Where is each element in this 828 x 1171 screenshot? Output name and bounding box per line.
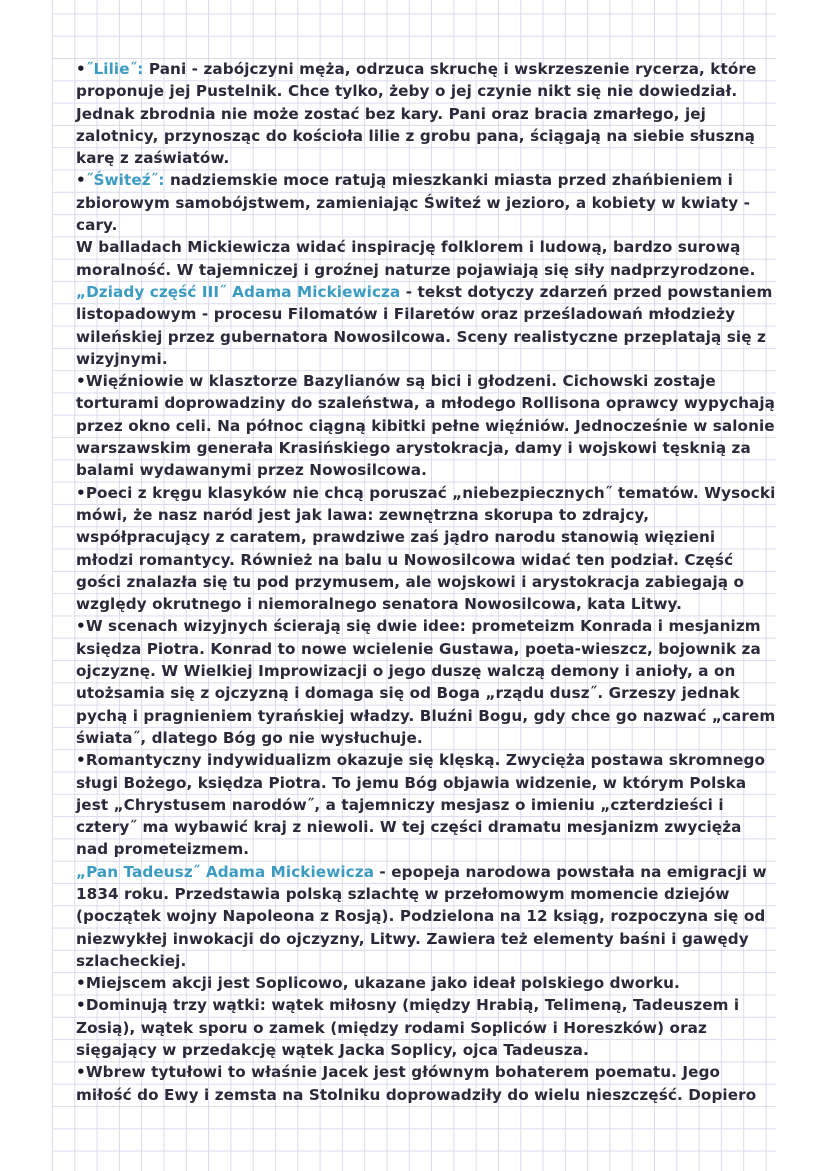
heading-pan-tadeusz: „Pan Tadeusz˝ Adama Mickiewicza (76, 862, 375, 881)
paragraph-watki (76, 994, 776, 1061)
paragraph-text: Wbrew tytułowi to właśnie Jacek jest głównym bohaterem poematu. Jego miłość do Ewy i zemsta na Stolniku doprowadziły do wielu nieszczęść. Dopiero (76, 1063, 757, 1104)
paragraph-dziady (76, 281, 776, 370)
notes-text (76, 58, 776, 1106)
bullet: • (76, 974, 86, 993)
bullet: • (76, 60, 86, 78)
paragraph-text: - epopeja narodowa powstała na emigracji w 1834 roku. Przedstawia polską szlachtę w przełomowym momencie dziejów (początek wojny Napoleona z Rosją). Podzielona na 12 ksiąg, rozpoczyna się od niezwykłej inwokacji do ojczyzny, Litwy. Zawiera też elementy baśni i gawędy szlacheckiej. (76, 862, 767, 970)
paragraph-jacek (76, 1061, 776, 1106)
paragraph-wiezniowie (76, 370, 776, 481)
paragraph-text: Dominują trzy wątki: wątek miłosny (między Hrabią, Telimeną, Tadeuszem i Zosią), wątek sporu o zamek (między rodami Sopliców i Horeszków) oraz sięgający w przedakcję wątek Jacka Soplicy, ojca Tadeusza. (76, 996, 740, 1060)
paragraph-text: Miejscem akcji jest Soplicowo, ukazane jako ideał polskiego dworku. (85, 974, 680, 993)
bullet: • (76, 1063, 86, 1082)
paragraph-text: Romantyczny indywidualizm okazuje się klęską. Zwycięża postawa skromnego sługi Bożego, księdza Piotra. To jemu Bóg objawia widzenie, w którym Polska jest „Chrystusem narodów˝, a tajemniczy mesjasz o imieniu „czterdzieści i cztery˝ ma wybawić kraj z niewoli. W tej części dramatu mesjanizm zwycięża nad prometeizmem. (76, 751, 766, 859)
paragraph-text: Więźniowie w klasztorze Bazylianów są bici i głodzeni. Cichowski zostaje torturami doprowadziny do szaleństwa, a młodego Rollisona oprawcy wypychają przez okno celi. Na północ ciągną kibitki pełne więźniów. Jednocześnie w salonie warszawskim generała Krasińskiego arystokracja, damy i wojskowi tęsknią za balami wydawanymi przez Nowosilcowa. (76, 372, 776, 480)
paragraph-soplicowo (76, 972, 776, 994)
paragraph-poeci (76, 482, 776, 616)
paragraph-lilie (76, 58, 776, 169)
paragraph-text: W balladach Mickiewicza widać inspirację folklorem i ludową, bardzo surową moralność. W tajemniczej i groźnej naturze pojawiają się siły nadprzyrodzone. (76, 238, 756, 279)
bullet: • (76, 996, 86, 1015)
paragraph-text: Pani - zabójczyni męża, odrzuca skruchę i wskrzeszenie rycerza, które proponuje jej Pustelnik. Chce tylko, żeby o jej czynie nikt się nie dowiedział. Jednak zbrodnia nie może zostać bez kary. Pani oraz bracia zmarłego, jej zalotnicy, przynosząc do kościoła lilie z grobu pana, ściągają na siebie słuszną karę z zaświatów. (76, 60, 757, 168)
bullet: • (76, 751, 86, 770)
bullet: • (76, 617, 86, 636)
paragraph-indywidualizm (76, 749, 776, 860)
paragraph-switez (76, 169, 776, 236)
highlight-switez: ˝Świteź˝: (85, 171, 165, 190)
paragraph-pan-tadeusz (76, 861, 776, 972)
bullet: • (76, 483, 86, 502)
paragraph-sceny-wizyjne (76, 615, 776, 749)
paragraph-ballady (76, 236, 776, 281)
heading-dziady: „Dziady część III˝ Adama Mickiewicza (76, 282, 401, 301)
paragraph-text: Poeci z kręgu klasyków nie chcą poruszać „niebezpiecznych˝ tematów. Wysocki mówi, że nasz naród jest jak lawa: zewnętrzna skorupa to zdrajcy, współpracujący z caratem, prawdziwe zaś jądro narodu stanowią więzieni młodzi romantycy. Również na balu u Nowosilcowa widać ten podział. Część gości znalazła się tu pod przymusem, ale wojskowi i arystokracja zabiegają o względy okrutnego i niemoralnego senatora Nowosilcowa, kata Litwy. (76, 483, 776, 614)
bullet: • (76, 171, 86, 190)
highlight-lilie: ˝Lilie˝: (85, 60, 144, 78)
paragraph-text: nadziemskie moce ratują mieszkanki miasta przed zhańbieniem i zbiorowym samobójstwem, zamieniając Świteź w jezioro, a kobiety w kwiaty - cary. (76, 171, 751, 235)
bullet: • (76, 372, 86, 391)
paragraph-text: - tekst dotyczy zdarzeń przed powstaniem listopadowym - procesu Filomatów i Filaretów oraz prześladowań młodzieży wileńskiej przez gubernatora Nowosilcowa. Sceny realistyczne przeplatają się z wizyjnymi. (76, 282, 773, 368)
paragraph-text: W scenach wizyjnych ścierają się dwie idee: prometeizm Konrada i mesjanizm księdza Piotra. Konrad to nowe wcielenie Gustawa, poeta-wieszcz, bojownik za ojczyznę. W Wielkiej Improwizacji o jego duszę walczą demony i anioły, a on utożsamia się z ojczyzną i domaga się od Boga „rządu dusz˝. Grzeszy jednak pychą i pragnieniem tyrańskiej władzy. Bluźni Bogu, gdy chce go nazwać „carem świata˝, dlatego Bóg go nie wysłuchuje. (76, 617, 776, 747)
